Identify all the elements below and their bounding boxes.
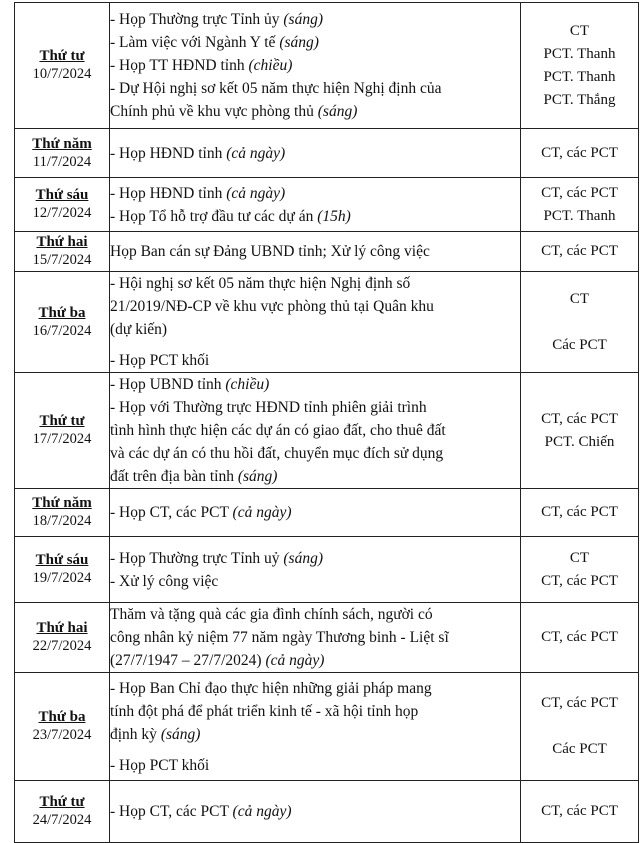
- task-text: Họp Ban cán sự Đảng UBND tỉnh; Xử lý công việc: [110, 243, 430, 260]
- task-cell: [110, 673, 521, 781]
- task-cell: [110, 537, 521, 603]
- responsible-cell: [521, 603, 639, 673]
- task-cell: [110, 272, 521, 373]
- task-line: [110, 800, 520, 823]
- date-label: 16/7/2024: [32, 322, 92, 339]
- task-line: [110, 442, 520, 465]
- day-cell: [15, 178, 110, 232]
- task-cell: [110, 489, 521, 537]
- date-label: 11/7/2024: [32, 153, 92, 170]
- time-note: (sáng): [317, 103, 358, 120]
- task-text: (27/7/1947 – 27/7/2024): [110, 652, 266, 669]
- day-cell: [15, 232, 110, 272]
- task-line: [110, 54, 520, 77]
- day-cell: [15, 272, 110, 373]
- responsible-cell: [521, 272, 639, 373]
- responsible-person: CT, các PCT: [541, 144, 618, 161]
- responsible-person: CT, các PCT: [541, 504, 618, 520]
- schedule-row: [15, 673, 639, 781]
- time-note: (sáng): [283, 11, 323, 28]
- task-line: [110, 547, 520, 570]
- responsible-person: PCT. Thanh: [543, 68, 616, 85]
- time-note: (sáng): [279, 34, 319, 51]
- responsible-person: PCT. Thanh: [543, 45, 616, 62]
- time-note: (sáng): [160, 725, 201, 743]
- task-line: [110, 649, 520, 672]
- time-note: (sáng): [283, 549, 323, 567]
- schedule-row: [15, 3, 639, 129]
- schedule-row: [15, 178, 639, 232]
- weekday-label: Thứ sáu: [35, 187, 89, 203]
- responsible-cell: [521, 781, 639, 843]
- task-cell: [110, 232, 521, 272]
- weekday-label: Thứ năm: [32, 495, 92, 511]
- date-label: 18/7/2024: [32, 513, 92, 529]
- task-text: - Xử lý công việc: [110, 572, 219, 590]
- responsible-cell: [521, 129, 639, 178]
- responsible-cell: [521, 3, 639, 129]
- time-note: (cả ngày): [226, 144, 286, 162]
- task-line: [110, 182, 520, 205]
- date-label: 17/7/2024: [32, 431, 92, 447]
- task-text: 21/2019/NĐ-CP về khu vực phòng thủ tại Quân khu: [110, 298, 434, 315]
- day-cell: [15, 3, 110, 129]
- task-text: - Họp UBND tỉnh: [110, 376, 226, 393]
- schedule-row: [15, 781, 639, 843]
- weekday-label: Thứ tư: [39, 413, 85, 429]
- task-line: [110, 723, 520, 746]
- responsible-cell: [521, 489, 639, 537]
- task-text: - Làm việc với Ngành Y tế: [110, 34, 280, 51]
- task-cell: [110, 129, 521, 178]
- task-line: [110, 754, 520, 777]
- responsible-person: CT, các PCT: [541, 184, 618, 201]
- task-text: - Họp CT, các PCT: [110, 803, 233, 820]
- schedule-row: [15, 232, 639, 272]
- responsible-cell: [521, 537, 639, 603]
- task-line: [110, 8, 520, 31]
- task-text: - Họp Ban Chỉ đạo thực hiện những giải pháp mang: [110, 679, 432, 697]
- task-line: [110, 240, 520, 263]
- responsible-person: CT, các PCT: [541, 410, 618, 427]
- responsible-person: CT, các PCT: [541, 629, 618, 645]
- task-line: [110, 100, 520, 123]
- day-cell: [15, 673, 110, 781]
- responsible-cell: [521, 232, 639, 272]
- time-note: (chiều): [225, 376, 270, 393]
- responsible-person: CT, các PCT: [541, 572, 618, 589]
- weekday-label: Thứ sáu: [35, 552, 89, 568]
- task-cell: [110, 373, 521, 489]
- task-text: tính đột phá để phát triển kinh tế - xã hội tỉnh họp: [110, 702, 419, 720]
- task-line: [110, 419, 520, 442]
- responsible-person: CT: [569, 290, 590, 307]
- responsible-person: CT, các PCT: [541, 695, 618, 711]
- task-line: [110, 295, 520, 318]
- task-text: đất trên địa bàn tỉnh: [110, 468, 238, 485]
- task-cell: [110, 3, 521, 129]
- time-note: (cả ngày): [232, 504, 292, 521]
- task-line: [110, 700, 520, 723]
- weekday-label: Thứ ba: [38, 709, 86, 725]
- time-note: (cả ngày): [232, 803, 292, 820]
- task-text: - Họp CT, các PCT: [110, 504, 233, 521]
- time-note: (cả ngày): [226, 184, 286, 202]
- task-line: [110, 205, 520, 228]
- task-cell: [110, 178, 521, 232]
- weekday-label: Thứ hai: [36, 234, 88, 250]
- day-cell: [15, 603, 110, 673]
- task-text: Chính phủ về khu vực phòng thủ: [110, 103, 318, 120]
- responsible-cell: [521, 673, 639, 781]
- responsible-person: CT, các PCT: [541, 243, 618, 259]
- task-text: - Họp HĐND tỉnh: [110, 144, 227, 162]
- responsible-cell: [521, 178, 639, 232]
- responsible-person: CT: [569, 549, 590, 566]
- task-text: - Họp PCT khối: [110, 352, 210, 369]
- responsible-person: Các PCT: [552, 741, 607, 757]
- task-text: và các dự án có thu hồi đất, chuyển mục đích sử dụng: [110, 445, 444, 462]
- task-line: [110, 142, 520, 165]
- task-cell: [110, 603, 521, 673]
- responsible-person: PCT. Thanh: [543, 207, 616, 224]
- day-cell: [15, 373, 110, 489]
- task-line: [110, 465, 520, 488]
- date-label: 22/7/2024: [32, 638, 92, 654]
- task-line: [110, 77, 520, 100]
- date-label: 12/7/2024: [32, 205, 92, 221]
- task-text: - Dự Hội nghị sơ kết 05 năm thực hiện Nghị định của: [110, 80, 442, 97]
- day-cell: [15, 129, 110, 178]
- time-note: (cả ngày): [265, 652, 325, 669]
- task-line: [110, 318, 520, 341]
- task-text: công nhân kỷ niệm 77 năm ngày Thương binh - Liệt sĩ: [110, 629, 449, 646]
- task-line: [110, 349, 520, 372]
- task-text: định kỳ: [110, 725, 161, 743]
- task-text: - Hội nghị sơ kết 05 năm thực hiện Nghị định số: [110, 275, 411, 292]
- task-text: - Họp TT HĐND tỉnh: [110, 57, 249, 74]
- task-line: [110, 396, 520, 419]
- time-note: (15h): [317, 207, 351, 225]
- task-line: [110, 272, 520, 295]
- time-note: (chiều): [248, 57, 293, 74]
- responsible-cell: [521, 373, 639, 489]
- task-line: [110, 373, 520, 396]
- weekday-label: Thứ hai: [36, 620, 88, 636]
- date-label: 15/7/2024: [32, 252, 92, 268]
- date-label: 24/7/2024: [32, 812, 92, 828]
- schedule-table: [14, 2, 639, 843]
- schedule-row: [15, 272, 639, 373]
- time-note: (sáng): [237, 468, 278, 485]
- weekday-label: Thứ tư: [39, 794, 85, 810]
- task-line: [110, 501, 520, 524]
- task-text: - Họp Thường trực Tỉnh ủy: [110, 11, 284, 28]
- schedule-row: [15, 537, 639, 603]
- date-label: 10/7/2024: [32, 66, 92, 82]
- day-cell: [15, 489, 110, 537]
- task-text: - Họp Thường trực Tỉnh uỷ: [110, 549, 284, 567]
- responsible-person: PCT. Chiến: [544, 433, 615, 450]
- schedule-row: [15, 373, 639, 489]
- task-line: [110, 603, 520, 626]
- task-text: Thăm và tặng quà các gia đình chính sách, người có: [110, 606, 433, 623]
- responsible-person: Các PCT: [552, 336, 607, 353]
- task-text: - Họp PCT khối: [110, 756, 210, 774]
- weekday-label: Thứ ba: [38, 304, 86, 321]
- task-text: - Họp với Thường trực HĐND tỉnh phiên giải trình: [110, 399, 427, 416]
- date-label: 23/7/2024: [32, 727, 92, 743]
- day-cell: [15, 781, 110, 843]
- responsible-person: PCT. Thắng: [543, 91, 616, 108]
- task-line: [110, 626, 520, 649]
- schedule-row: [15, 129, 639, 178]
- task-text: (dự kiến): [110, 321, 168, 338]
- schedule-row: [15, 603, 639, 673]
- weekday-label: Thứ tư: [39, 48, 85, 64]
- schedule-row: [15, 489, 639, 537]
- task-text: tình hình thực hiện các dự án có giao đất, cho thuê đất: [110, 422, 446, 439]
- date-label: 19/7/2024: [32, 570, 92, 586]
- weekday-label: Thứ năm: [32, 135, 92, 152]
- responsible-person: CT: [569, 22, 590, 39]
- task-line: [110, 677, 520, 700]
- day-cell: [15, 537, 110, 603]
- responsible-person: CT, các PCT: [541, 803, 618, 819]
- task-line: [110, 31, 520, 54]
- task-text: - Họp HĐND tỉnh: [110, 184, 227, 202]
- task-cell: [110, 781, 521, 843]
- task-text: - Họp Tổ hỗ trợ đầu tư các dự án: [110, 207, 318, 225]
- task-line: [110, 570, 520, 593]
